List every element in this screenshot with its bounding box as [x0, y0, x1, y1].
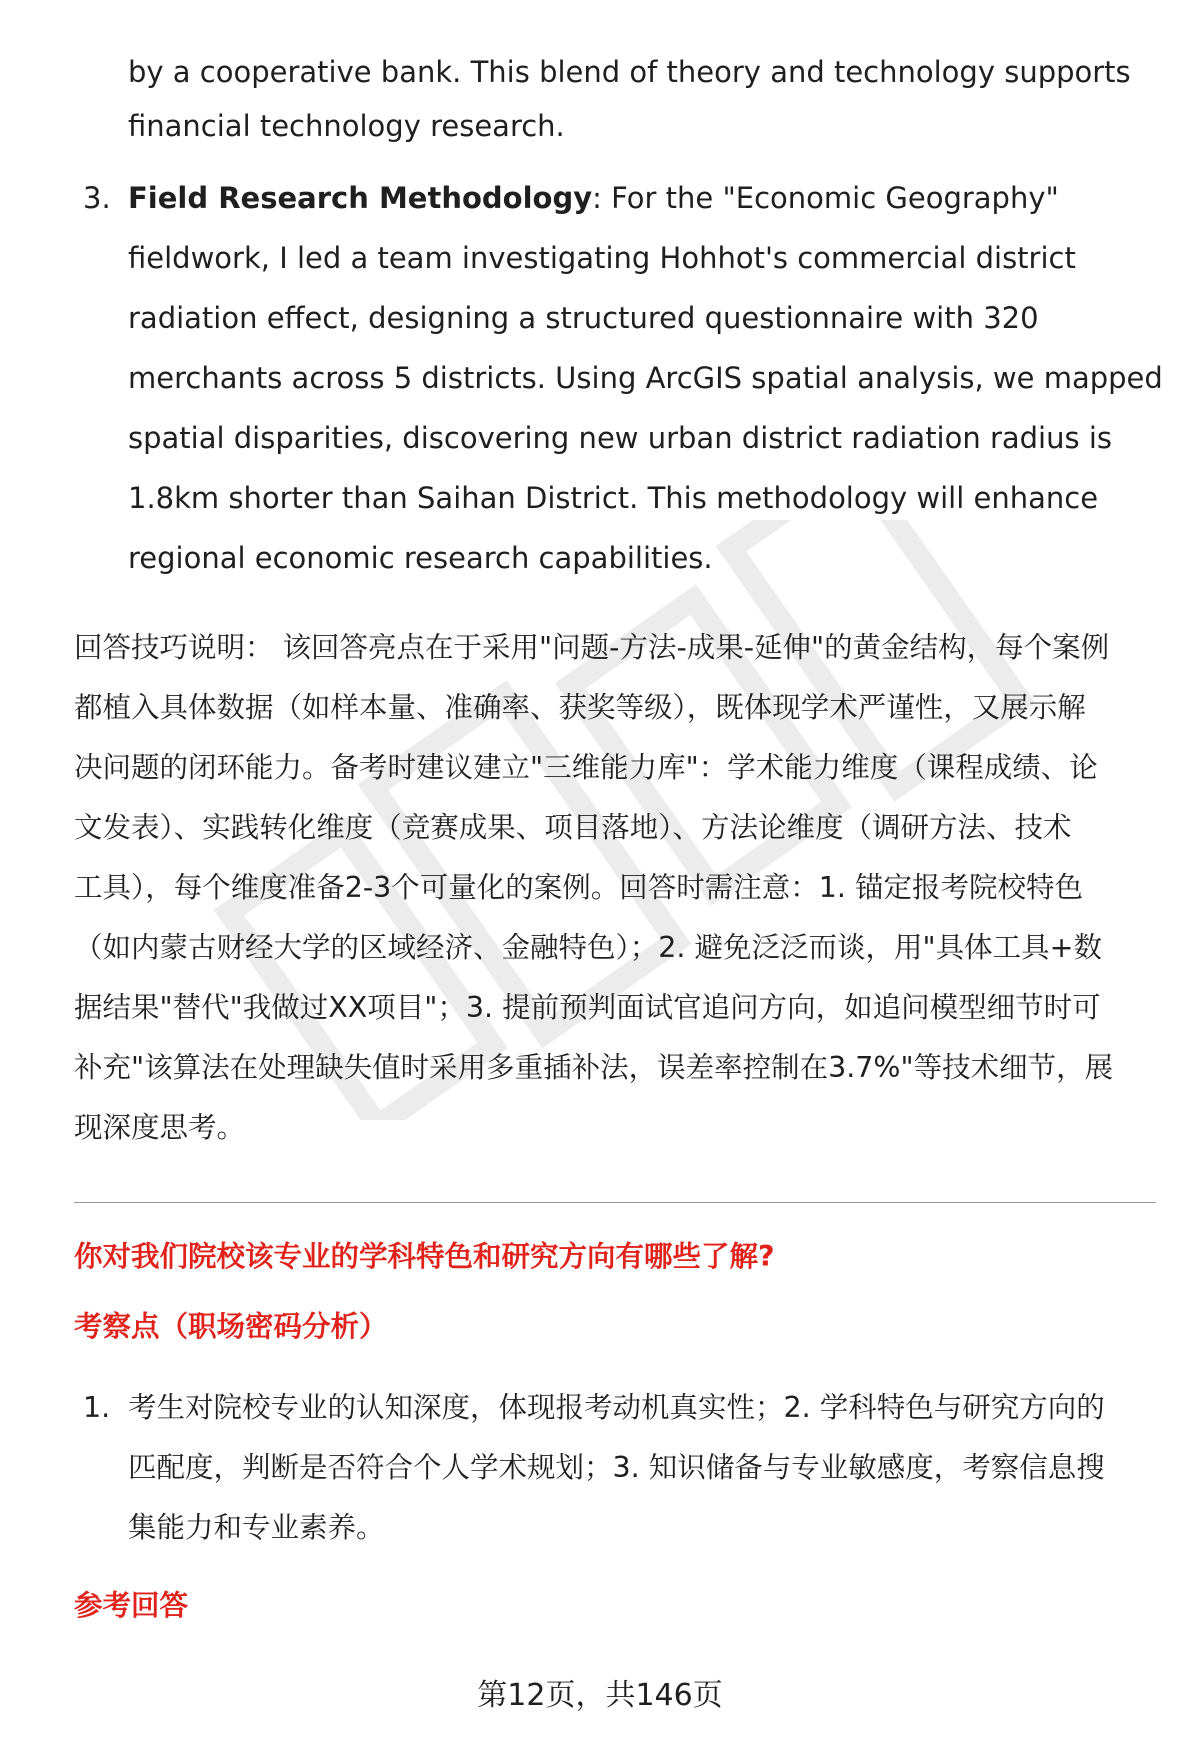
tips-line: 回答技巧说明： 该回答亮点在于采用"问题-方法-成果-延伸"的黄金结构，每个案例: [74, 631, 1110, 664]
tips-line: 现深度思考。: [74, 1111, 246, 1144]
point-line: 匹配度，判断是否符合个人学术规划；3. 知识储备与专业敏感度，考察信息搜: [128, 1451, 1105, 1484]
continuation-line-1: by a cooperative bank. This blend of theory and technology supports: [128, 55, 1131, 89]
item-first-line: [128, 168, 1138, 228]
item-line: fieldwork, I led a team investigating Hohhot's commercial district: [128, 241, 1076, 275]
point-line: 集能力和专业素养。: [128, 1511, 385, 1544]
answer-tips-paragraph: [74, 618, 1164, 1158]
tips-line: （如内蒙古财经大学的区域经济、金融特色）；2. 避免泛泛而谈，用"具体工具+数: [74, 931, 1102, 964]
tips-line: 决问题的闭环能力。备考时建议建立"三维能力库"：学术能力维度（课程成绩、论: [74, 751, 1098, 784]
question-title: 你对我们院校该专业的学科特色和研究方向有哪些了解?: [74, 1240, 775, 1273]
item-title: Field Research Methodology: [128, 181, 593, 215]
item-line: merchants across 5 districts. Using ArcGIS spatial analysis, we mapped: [128, 361, 1163, 395]
item-first-line-rest: : For the "Economic Geography": [592, 181, 1059, 215]
list-item-field-research: [83, 168, 1163, 588]
page-number-footer: 第12页，共146页: [477, 1678, 723, 1713]
item-line: 1.8km shorter than Saihan District. This methodology will enhance: [128, 481, 1099, 515]
kaocha-points: [83, 1378, 1158, 1558]
tips-line: 文发表）、实践转化维度（竞赛成果、项目落地）、方法论维度（调研方法、技术: [74, 811, 1072, 844]
continuation-line-2: financial technology research.: [128, 109, 565, 143]
item-line: spatial disparities, discovering new urban district radiation radius is: [128, 421, 1112, 455]
tips-line: 工具），每个维度准备2-3个可量化的案例。回答时需注意：1. 锚定报考院校特色: [74, 871, 1084, 904]
section-divider: [74, 1202, 1156, 1203]
kaocha-heading: 考察点（职场密码分析）: [74, 1310, 388, 1343]
tips-line: 都植入具体数据（如样本量、准确率、获奖等级），既体现学术严谨性，又展示解: [74, 691, 1086, 724]
list-number: 1.: [83, 1391, 111, 1424]
answer-heading: 参考回答: [74, 1589, 189, 1622]
item-line: regional economic research capabilities.: [128, 541, 713, 575]
tips-line: 补充"该算法在处理缺失值时采用多重插补法，误差率控制在3.7%"等技术细节，展: [74, 1051, 1114, 1084]
item-line: radiation effect, designing a structured questionnaire with 320: [128, 301, 1039, 335]
tips-line: 据结果"替代"我做过XX项目"；3. 提前预判面试官追问方向，如追问模型细节时可: [74, 991, 1101, 1024]
list-number: 3.: [83, 181, 111, 215]
point-line: 考生对院校专业的认知深度，体现报考动机真实性；2. 学科特色与研究方向的: [128, 1391, 1105, 1424]
